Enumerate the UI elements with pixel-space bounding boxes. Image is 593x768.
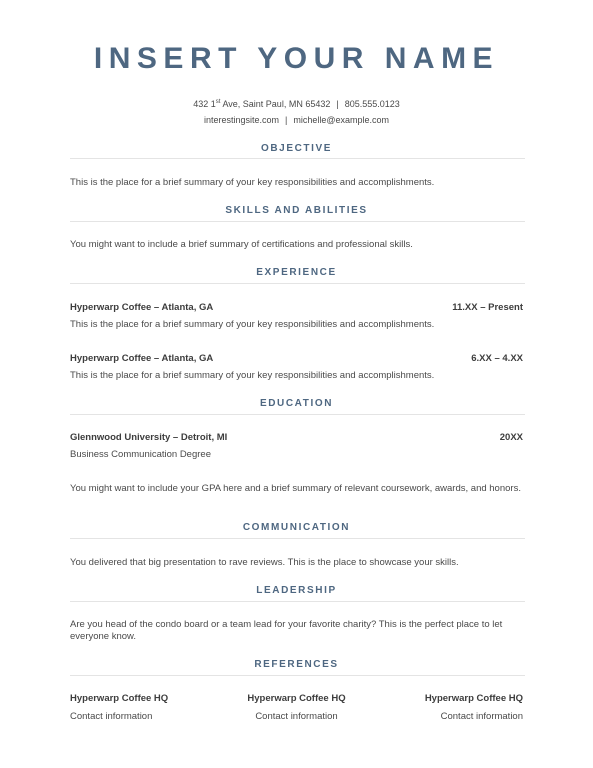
section-title-education: EDUCATION	[259, 398, 334, 409]
section-title-skills: SKILLS AND ABILITIES	[225, 205, 368, 216]
section-title-references: REFERENCES	[254, 659, 339, 670]
section-divider	[70, 221, 525, 222]
education-degree: Business Communication Degree	[70, 449, 211, 460]
section-divider	[70, 158, 525, 159]
reference-item	[70, 693, 168, 722]
experience-dates: 6.XX – 4.XX	[471, 353, 523, 364]
section-title-communication: COMMUNICATION	[242, 522, 351, 533]
section-title-leadership: LEADERSHIP	[256, 585, 337, 596]
section-divider	[70, 283, 525, 284]
reference-contact: Contact information	[70, 711, 153, 722]
skills-text: You might want to include a brief summary of certifications and professional skills.	[70, 239, 413, 250]
phone: 805.555.0123	[344, 99, 400, 109]
reference-item	[231, 693, 362, 722]
objective-text: This is the place for a brief summary of your key responsibilities and accomplishments.	[70, 177, 435, 188]
reference-name: Hyperwarp Coffee HQ	[247, 693, 346, 704]
section-divider	[70, 414, 525, 415]
address: 432 1st Ave, Saint Paul, MN 65432	[193, 99, 331, 109]
contact-line-address	[0, 99, 593, 109]
education-heading: Glennwood University – Detroit, MI	[70, 432, 228, 443]
reference-name: Hyperwarp Coffee HQ	[70, 693, 169, 704]
section-divider	[70, 538, 525, 539]
experience-text: This is the place for a brief summary of your key responsibilities and accomplishments.	[70, 370, 435, 381]
separator: |	[285, 115, 288, 125]
website-link[interactable]: interestingsite.com	[203, 115, 280, 125]
education-text: You might want to include your GPA here and a brief summary of relevant coursework, awards, and honors.	[70, 483, 521, 494]
reference-contact: Contact information	[440, 711, 523, 722]
experience-heading: Hyperwarp Coffee – Atlanta, GA	[70, 302, 214, 313]
leadership-text: Are you head of the condo board or a team lead for your favorite charity? This is the perfect place to let everyone know.	[70, 619, 503, 642]
communication-text: You delivered that big presentation to rave reviews. This is the place to showcase your skills.	[70, 557, 459, 568]
section-divider	[70, 601, 525, 602]
section-divider	[70, 675, 525, 676]
experience-text: This is the place for a brief summary of your key responsibilities and accomplishments.	[70, 319, 435, 330]
section-title-experience: EXPERIENCE	[256, 267, 337, 278]
experience-heading: Hyperwarp Coffee – Atlanta, GA	[70, 353, 214, 364]
separator: |	[336, 99, 339, 109]
reference-item	[425, 693, 523, 722]
experience-dates: 11.XX – Present	[452, 302, 523, 313]
resume-name: INSERT YOUR NAME	[93, 42, 500, 75]
email-link[interactable]: michelle@example.com	[293, 115, 390, 125]
reference-name: Hyperwarp Coffee HQ	[424, 693, 523, 704]
section-title-objective: OBJECTIVE	[260, 143, 333, 154]
education-dates: 20XX	[499, 432, 523, 443]
contact-line-web	[0, 115, 593, 125]
reference-contact: Contact information	[255, 711, 338, 722]
